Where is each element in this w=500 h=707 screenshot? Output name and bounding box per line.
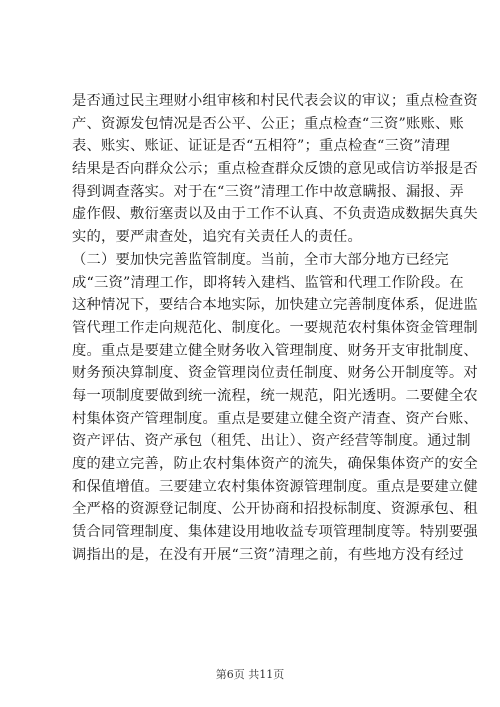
paragraph-2-line: 每一项制度要做到统一流程，统一规范，阳光透明。二要健全农 [72,387,478,404]
paragraph-1-line: 产、资源发包情况是否公平、公正；重点检查“三资”账账、账 [72,115,464,132]
paragraph-1-line: 结果是否向群众公示；重点检查群众反馈的意见或信访举报是否 [72,161,478,178]
paragraph-2-line: 资产评估、资产承包（租凭、出让）、资产经营等制度。通过制 [72,433,471,450]
paragraph-2-line: 财务预决算制度、资金管理岗位责任制度、财务公开制度等。对 [72,365,478,382]
paragraph-2-line: （二）要加快完善监管制度。当前，全市大部分地方已经完 [72,251,449,268]
paragraph-2-line: 度的建立完善，防止农村集体资产的流失，确保集体资产的安全 [72,456,478,472]
paragraph-2-line: 全严格的资源登记制度、公开协商和招投标制度、资源承包、租 [72,501,478,518]
paragraph-2-line: 和保值增值。三要建立农村集体资源管理制度。重点是要建立健 [72,478,478,495]
paragraph-2-line: 赁合同管理制度、集体建设用地收益专项管理制度等。特别要强 [72,524,478,541]
paragraph-1-line: 是否通过民主理财小组审核和村民代表会议的审议；重点检查资 [72,93,478,109]
paragraph-2-line: 这种情况下，要结合本地实际，加快建立完善制度体系，促进监 [72,297,478,314]
paragraph-2-line: 度。重点是要建立健全财务收入管理制度、财务开支审批制度、 [72,342,478,359]
paragraph-1-line: 实的，要严肃查处，追究有关责任人的责任。 [72,229,362,246]
paragraph-2-line: 调指出的是，在没有开展“三资”清理之前，有些地方没有经过 [72,546,464,563]
paragraph-1 [72,90,478,249]
paragraph-2-line: 村集体资产管理制度。重点是要建立健全资产清查、资产台账、 [72,410,478,427]
page-footer: 第6页 共11页 [215,668,285,681]
paragraph-2-line: 成“三资”清理工作，即将转入建档、监管和代理工作阶段。在 [72,274,464,291]
paragraph-1-line: 虚作假、敷衍塞责以及由于工作不认真、不负责造成数据失真失 [72,206,478,223]
body-text [72,90,478,566]
paragraph-2-line: 管代理工作走向规范化、制度化。一要规范农村集体资金管理制 [72,319,478,336]
paragraph-1-line: 表、账实、账证、证证是否“五相符”；重点检查“三资”清理 [72,138,450,155]
paragraph-2 [72,249,478,567]
paragraph-1-line: 得到调查落实。对于在“三资”清理工作中故意瞒报、漏报、弄 [72,183,464,200]
